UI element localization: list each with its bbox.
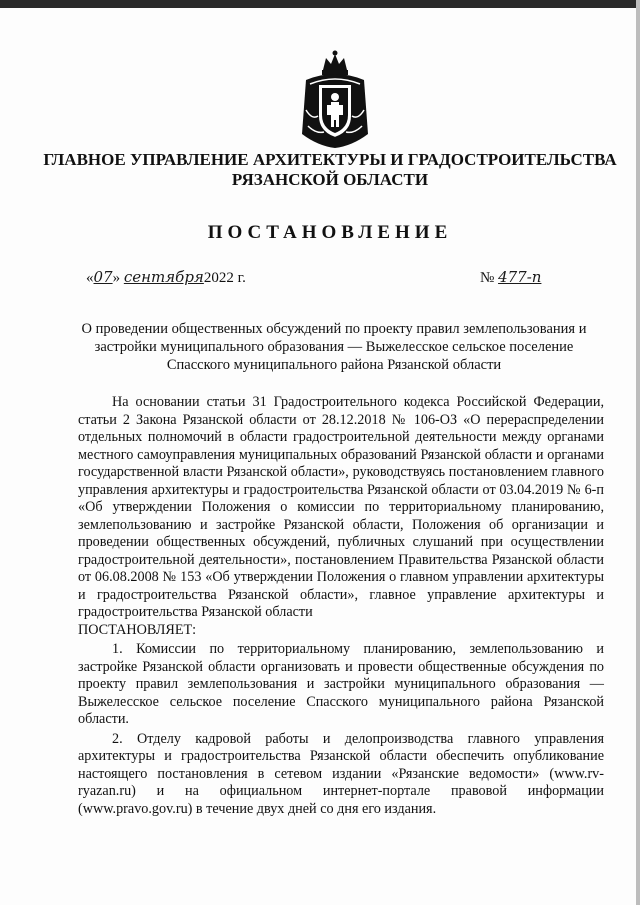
date-open-quote: «: [86, 270, 94, 286]
scan-border-right: [636, 0, 640, 905]
document-date: [86, 268, 246, 287]
date-year: 2022 г.: [203, 270, 246, 286]
date-close-quote: »: [112, 270, 121, 286]
preamble-paragraph: На основании статьи 31 Градостроительного кодекса Российской Федерации, статьи 2 Закона Рязанской области от 28.12.2018 № 106-ОЗ «О перераспределении отдельных полномочий в области градостроительной деятельности между органами местного самоуправления муниципальных образований Рязанской области и органами государственной власти Рязанской области», руководствуясь постановлением главного управления архитектуры и градостроительства Рязанской области от 03.04.2019 № 6-п «Об утверждении Положения о комиссии по территориальному планированию, землепользованию и застройке Рязанской области, Положения об организации и проведении общественных обсуждений, публичных слушаний при осуществлении градостроительной деятельности», постановлением Правительства Рязанской области от 06.08.2008 № 153 «Об утверждении Положения о главном управлении архитектуры и градостроительства Рязанской области», главное управление архитектуры и градостроительства Рязанской области: [78, 394, 604, 620]
clause-2: 2. Отделу кадровой работы и делопроизводства главного управления архитектуры и градостроительства Рязанской области обеспечить опубликование настоящего постановления в сетевом издании «Рязанские ведомости» (www.rv-ryazan.ru) и на официальном интернет-портале правовой информации (www.pravo.gov.ru) в течение двух дней со дня его издания.: [78, 730, 604, 817]
organization-name: [40, 150, 620, 190]
decree-word: ПОСТАНОВЛЯЕТ:: [78, 621, 197, 638]
document-number: [480, 268, 588, 287]
document-type-title: ПОСТАНОВЛЕНИЕ: [207, 222, 453, 243]
clause-1: 1. Комиссии по территориальному планированию, землепользованию и застройке Рязанской области организовать и провести общественные обсуждения по проекту правил землепользования и застройки муниципального образования — Выжелесское сельское поселение Спасского муниципального района Рязанской области.: [78, 641, 604, 727]
number-prefix: №: [480, 270, 495, 286]
date-day: 07: [93, 268, 113, 286]
organization-line-1: ГЛАВНОЕ УПРАВЛЕНИЕ АРХИТЕКТУРЫ И ГРАДОСТРОИТЕЛЬСТВА: [43, 150, 617, 169]
date-month: сентября: [123, 268, 204, 286]
scan-border-top: [0, 0, 640, 8]
coat-of-arms-icon: [296, 50, 374, 150]
number-value: 477-п: [498, 268, 542, 286]
document-body: [78, 394, 604, 818]
document-subject: О проведении общественных обсуждений по проекту правил землепользования и застройки муниципального образования — Выжелесское сельское поселение Спасского муниципального района Рязанской области: [81, 321, 587, 373]
organization-line-2: РЯЗАНСКОЙ ОБЛАСТИ: [231, 170, 429, 189]
